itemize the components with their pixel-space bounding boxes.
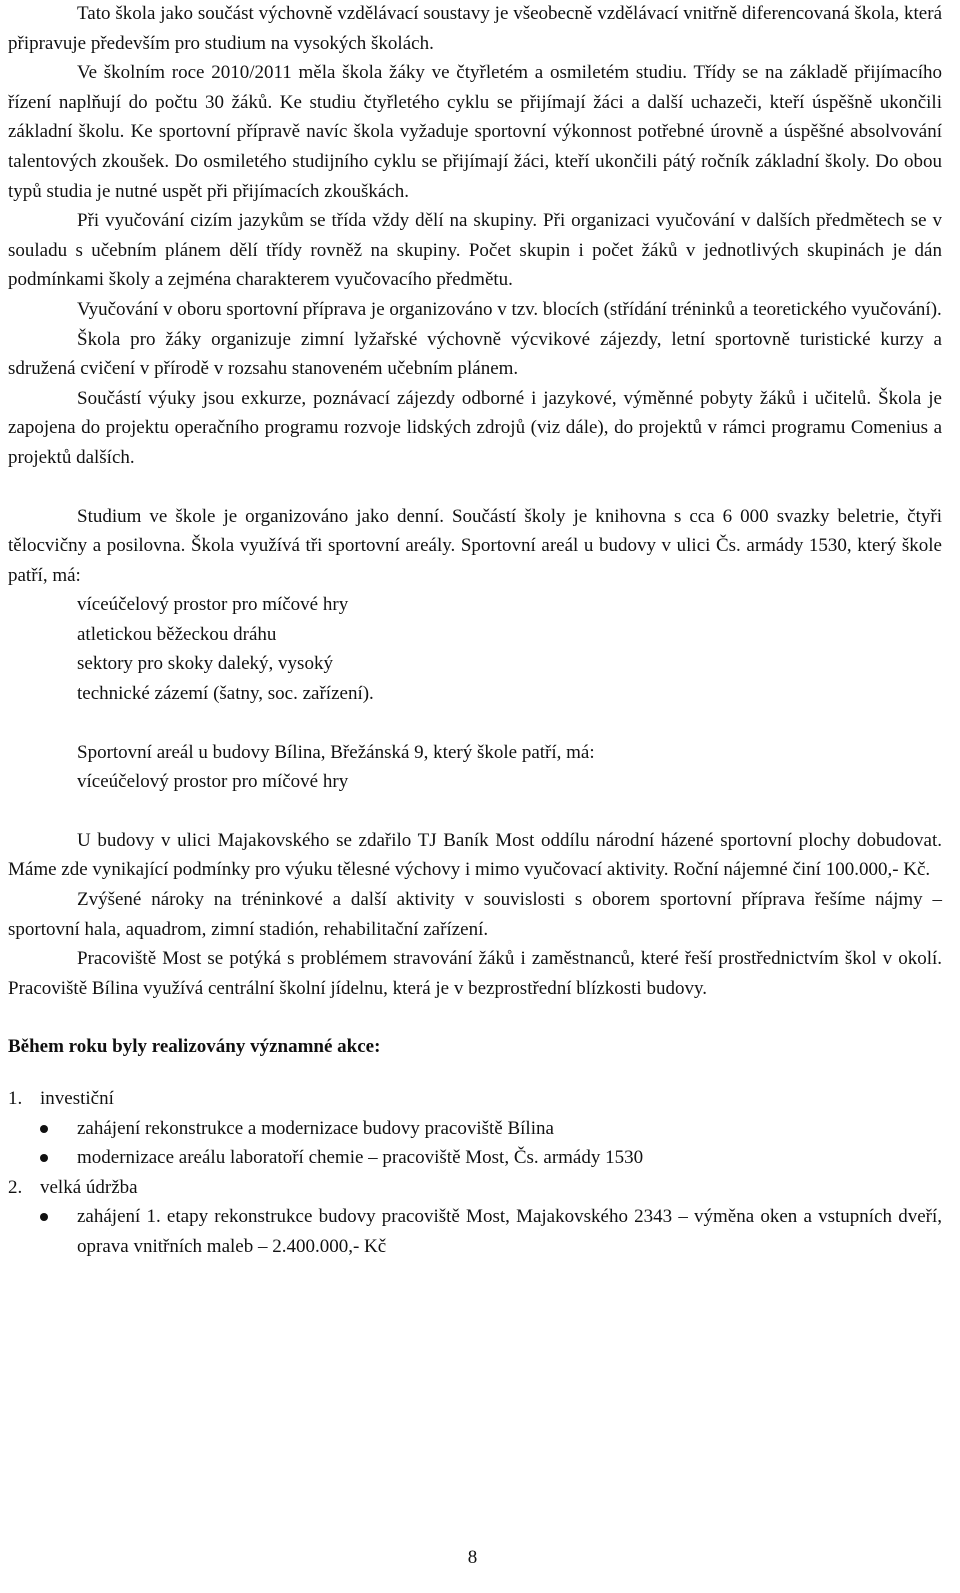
paragraph-majakovskeho: U budovy v ulici Majakovského se zdařilo TJ Baník Most oddílu národní házené sportovní plochy dobudovat. Máme zde vynikající podmínky pro výuku tělesné výchovy i mimo vyučovací aktivity. Roční nájemné činí 100.000,- Kč. bbox=[8, 829, 942, 881]
list-item: zahájení 1. etapy rekonstrukce budovy pracoviště Most, Majakovského 2343 – výměna oken a vstupních dveří, oprava vnitřních maleb – 2.400.000,- Kč bbox=[8, 1202, 942, 1261]
list-item: atletickou běžeckou dráhu bbox=[77, 623, 277, 645]
event-group bbox=[8, 1173, 942, 1203]
paragraph-courses: Škola pro žáky organizuje zimní lyžařské výchovně výcvikové zájezdy, letní sportovně turistické kurzy a sdružená cvičení v přírodě v rozsahu stanoveném učebním plánem. bbox=[8, 328, 942, 380]
list-item: víceúčelový prostor pro míčové hry bbox=[77, 771, 349, 793]
list-item: technické zázemí (šatny, soc. zařízení). bbox=[77, 683, 374, 705]
list-item: víceúčelový prostor pro míčové hry bbox=[77, 594, 349, 616]
paragraph-study-facilities: Studium ve škole je organizováno jako denní. Součástí školy je knihovna s cca 6 000 svazky beletrie, čtyři tělocvičny a posilovna. Škola využívá tři sportovní areály. Sportovní areál u budovy v ulici Čs. armády 1530, který škole patří, má: bbox=[8, 505, 942, 586]
page-number: 8 bbox=[467, 1547, 478, 1568]
event-group bbox=[8, 1084, 942, 1114]
area-bilina-intro: Sportovní areál u budovy Bílina, Břežánská 9, který škole patří, má: bbox=[77, 741, 595, 763]
bullet-icon bbox=[38, 1143, 77, 1173]
list-item: sektory pro skoky daleký, vysoký bbox=[77, 653, 333, 675]
paragraph-school-description: Tato škola jako součást výchovně vzdělávací soustavy je všeobecně vzdělávací vnitřně diferencovaná škola, která připravuje především pro studium na vysokých školách. bbox=[8, 3, 942, 54]
paragraph-catering: Pracoviště Most se potýká s problémem stravování žáků i zaměstnanců, které řeší prostřednictvím škol v okolí. Pracoviště Bílina využívá centrální školní jídelnu, která je v bezprostřední blízkosti budovy. bbox=[8, 948, 942, 999]
event-number: 2. bbox=[8, 1176, 23, 1198]
list-item: zahájení rekonstrukce a modernizace budovy pracoviště Bílina bbox=[8, 1114, 942, 1144]
area-most-list bbox=[8, 590, 942, 708]
document-page bbox=[8, 0, 942, 1262]
area-bilina-list bbox=[8, 738, 942, 797]
event-number: 1. bbox=[8, 1088, 23, 1109]
paragraph-language-groups: Při vyučování cizím jazykům se třída vždy dělí na skupiny. Při organizaci vyučování v dalších předmětech se v souladu s učebním plánem dělí třídy rovněž na skupiny. Počet skupin i počet žáků v jednotlivých skupinách je dán podmínkami školy a zejména charakterem vyučovacího předmětu. bbox=[8, 210, 942, 291]
paragraph-excursions: Součástí výuky jsou exkurze, poznávací zájezdy odborné i jazykové, výměnné pobyty žáků i učitelů. Škola je zapojena do projektu operačního programu rozvoje lidských zdrojů (viz dále), do projektů v rámci programu Comenius a projektů dalších. bbox=[8, 387, 942, 468]
event-title: investiční bbox=[40, 1088, 114, 1109]
list-item: modernizace areálu laboratoří chemie – pracoviště Most, Čs. armády 1530 bbox=[8, 1143, 942, 1173]
bullet-icon bbox=[38, 1202, 77, 1261]
events-heading: Během roku byly realizovány významné akce: bbox=[8, 1036, 381, 1058]
paragraph-rentals: Zvýšené nároky na tréninkové a další aktivity v souvislosti s oborem sportovní příprava řešíme nájmy – sportovní hala, aquadrom, zimní stadión, rehabilitační zařízení. bbox=[8, 889, 942, 940]
paragraph-sport-blocks: Vyučování v oboru sportovní příprava je organizováno v tzv. blocích (střídání tréninků a teoretického vyučování). bbox=[77, 298, 942, 320]
paragraph-study-types: Ve školním roce 2010/2011 měla škola žáky ve čtyřletém a osmiletém studiu. Třídy se na základě přijímacího řízení naplňují do počtu 30 žáků. Ke studiu čtyřletého cyklu se přijímají žáci a další uchazeči, kteří úspěšně ukončili základní školu. Ke sportovní přípravě navíc škola vyžaduje sportovní výkonnost potřebné úrovně a úspěšné absolvování talentových zkoušek. Do osmiletého studijního cyklu se přijímají žáci, kteří ukončili pátý ročník základní školy. Do obou typů studia je nutné uspět při přijímacích zkouškách. bbox=[8, 62, 942, 202]
bullet-icon bbox=[38, 1114, 77, 1144]
event-title: velká údržba bbox=[40, 1176, 138, 1198]
